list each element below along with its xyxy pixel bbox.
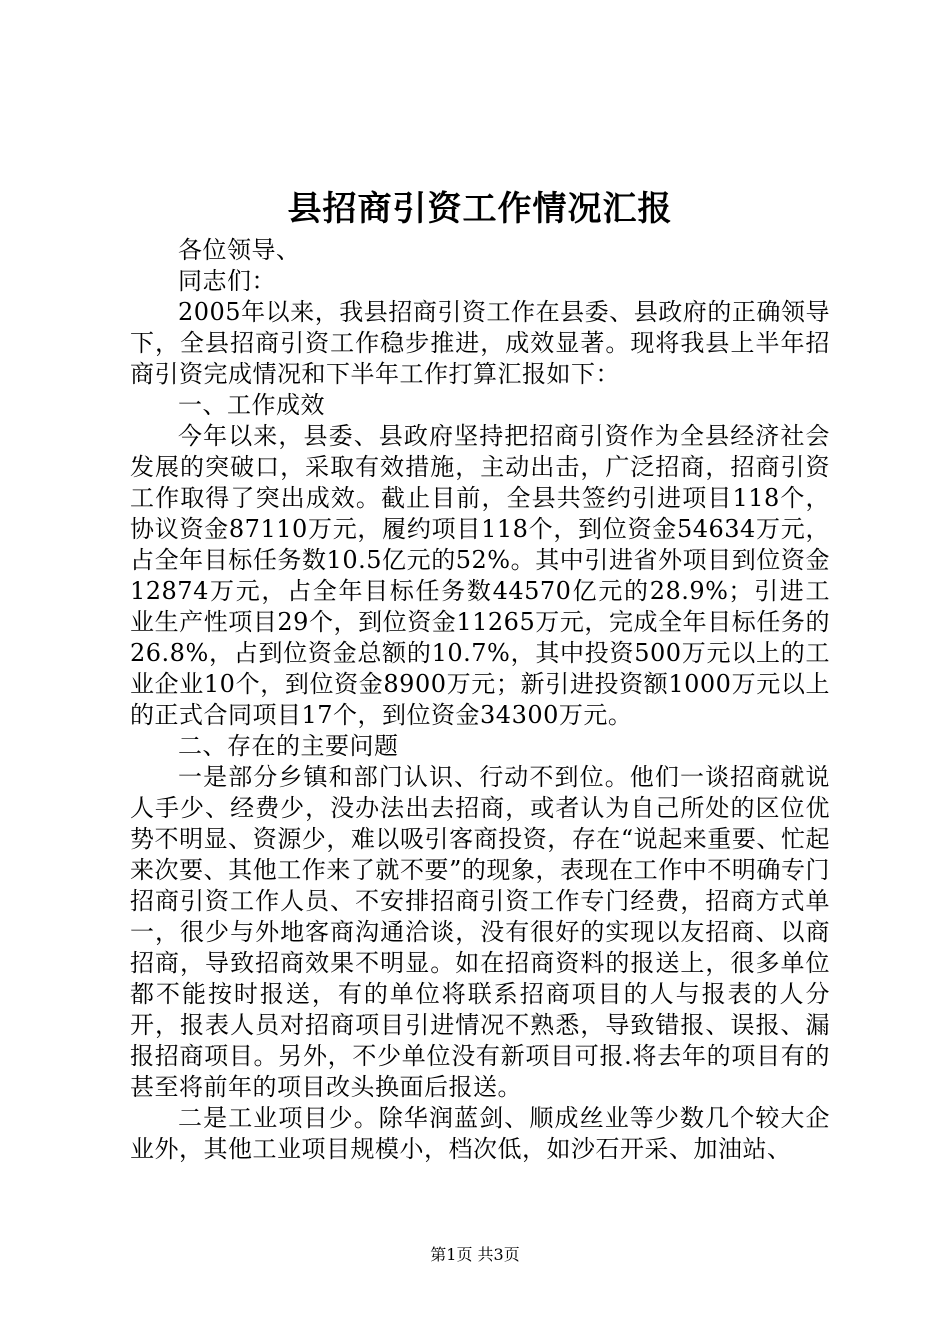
section-heading-achievements: 一、工作成效 bbox=[178, 391, 325, 419]
salutation-comrades: 同志们： bbox=[178, 267, 276, 295]
document-body bbox=[130, 235, 830, 1165]
intro-paragraph: 2005年以来，我县招商引资工作在县委、县政府的正确领导下，全县招商引资工作稳步推进，成效显著。现将我县上半年招商引资完成情况和下半年工作打算汇报如下： bbox=[130, 298, 830, 388]
problem-two-paragraph: 二是工业项目少。除华润蓝剑、顺成丝业等少数几个较大企业外，其他工业项目规模小，档次低，如沙石开采、加油站、 bbox=[130, 1104, 830, 1163]
section-heading-problems: 二、存在的主要问题 bbox=[178, 732, 399, 760]
problem-one-paragraph: 一是部分乡镇和部门认识、行动不到位。他们一谈招商就说人手少、经费少，没办法出去招商，或者认为自己所处的区位优势不明显、资源少，难以吸引客商投资，存在“说起来重要、忙起来次要、其他工作来了就不要”的现象，表现在工作中不明确专门招商引资工作人员、不安排招商引资工作专门经费，招商方式单一，很少与外地客商沟通洽谈，没有很好的实现以友招商、以商招商，导致招商效果不明显。如在招商资料的报送上，很多单位都不能按时报送，有的单位将联系招商项目的人与报表的人分开，报表人员对招商项目引进情况不熟悉，导致错报、误报、漏报招商项目。另外，不少单位没有新项目可报.将去年的项目有的甚至将前年的项目改头换面后报送。 bbox=[130, 763, 830, 1101]
document-title: 县招商引资工作情况汇报 bbox=[287, 189, 673, 229]
page-footer: 第1页 共3页 bbox=[430, 1245, 520, 1264]
document-page bbox=[130, 0, 830, 1344]
salutation-leaders: 各位领导、 bbox=[178, 236, 301, 264]
achievements-paragraph: 今年以来，县委、县政府坚持把招商引资作为全县经济社会发展的突破口，采取有效措施，主动出击，广泛招商，招商引资工作取得了突出成效。截止目前，全县共签约引进项目118个，协议资金87110万元，履约项目118个，到位资金54634万元，占全年目标任务数10.5亿元的52%。其中引进省外项目到位资金12874万元，占全年目标任务数44570亿元的28.9%；引进工业生产性项目29个，到位资金11265万元，完成全年目标任务的26.8%，占到位资金总额的10.7%，其中投资500万元以上的工业企业10个，到位资金8900万元；新引进投资额1000万元以上的正式合同项目17个，到位资金34300万元。 bbox=[130, 422, 830, 729]
